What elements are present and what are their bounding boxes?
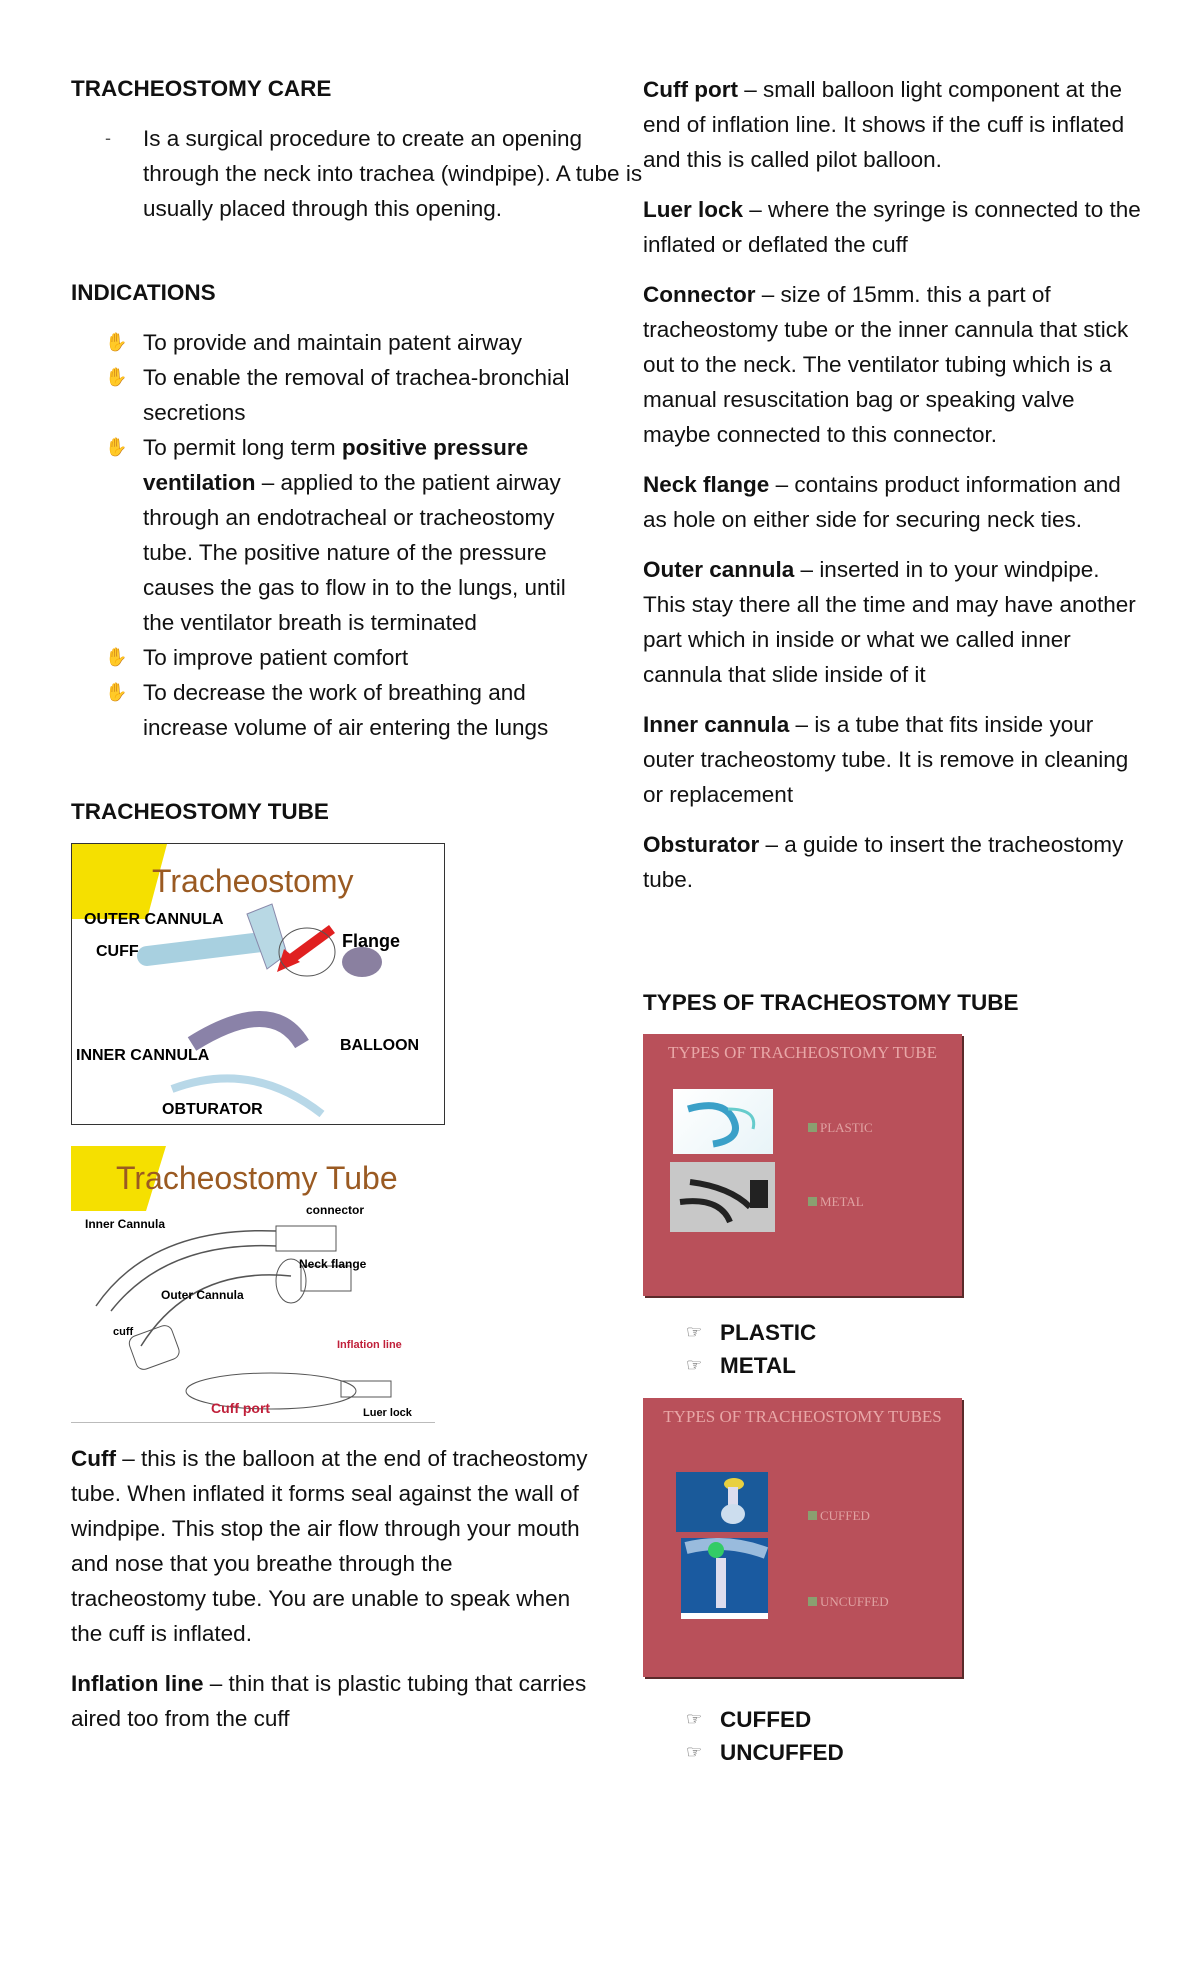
definition-term: Outer cannula [643, 557, 795, 582]
slide1-title: TYPES OF TRACHEOSTOMY TUBE [667, 1043, 938, 1062]
definition-text: – contains product information and as hole on either side for securing neck ties. [643, 472, 1121, 532]
definition-term: Connector [643, 282, 756, 307]
definition-term: Obsturator [643, 832, 760, 857]
definition-paragraph [71, 1666, 591, 1736]
definition-term: Cuff port [643, 77, 738, 102]
figure1-title: Tracheostomy [152, 863, 354, 899]
tracheostomy-parts-diagram [72, 844, 444, 1124]
figure-tracheostomy-tube [71, 1146, 435, 1423]
type-cuffed: ☞ CUFFED [720, 1703, 811, 1736]
definition-term: Cuff [71, 1446, 116, 1471]
slide2-label-cuffed: CUFFED [808, 1508, 870, 1524]
slide2-label-uncuffed: UNCUFFED [808, 1594, 889, 1610]
type-plastic: ☞ PLASTIC [720, 1316, 816, 1349]
indications-list [71, 325, 591, 745]
definitions-right [643, 72, 1143, 912]
pointing-hand-icon: ☞ [686, 1709, 703, 1729]
type-metal: ☞ METAL [720, 1349, 796, 1382]
metal-tube-image [670, 1162, 775, 1232]
pointing-hand-icon: ☞ [686, 1322, 703, 1342]
slide-types-material [643, 1034, 962, 1296]
pointing-hand-icon: ☞ [686, 1742, 703, 1762]
definition-term: Luer lock [643, 197, 744, 222]
definitions-left [71, 1441, 591, 1751]
definition-item [71, 121, 653, 226]
tracheostomy-tube-diagram [71, 1146, 435, 1422]
definition-paragraph [643, 72, 1143, 177]
label-cuff: CUFF [96, 943, 139, 960]
hand-bullet-icon: ✋ [105, 682, 128, 702]
definition-text: – small balloon light component at the end of inflation line. It shows if the cuff is inflated and this is called pilot balloon. [643, 77, 1125, 172]
figure-tracheostomy-parts [71, 843, 445, 1125]
definition-term: Inner cannula [643, 712, 790, 737]
slide-types-cuff [643, 1398, 962, 1677]
indication-item: ✋ To improve patient comfort [71, 640, 591, 675]
definition-text: Is a surgical procedure to create an opening through the neck into trachea (windpipe). A tube is usually placed through this opening. [143, 126, 643, 221]
slide2-title: TYPES OF TRACHEOSTOMY TUBES [663, 1407, 942, 1426]
heading-types: TYPES OF TRACHEOSTOMY TUBE [643, 990, 1019, 1015]
heading-tracheostomy-tube: TRACHEOSTOMY TUBE [71, 799, 329, 824]
definition-text: – thin that is plastic tubing that carries aired too from the cuff [71, 1671, 587, 1731]
label-balloon: BALLOON [340, 1037, 420, 1054]
heading-indications: INDICATIONS [71, 280, 216, 305]
definition-term: Neck flange [643, 472, 770, 497]
hand-bullet-icon: ✋ [105, 437, 128, 457]
label-inner-cannula: Inner Cannula [85, 1217, 166, 1231]
figure2-title: Tracheostomy Tube [116, 1160, 398, 1196]
hand-bullet-icon: ✋ [105, 332, 128, 352]
definition-paragraph [643, 707, 1143, 812]
type-uncuffed: ☞ UNCUFFED [720, 1736, 844, 1769]
definition-paragraph [643, 552, 1143, 692]
indication-item: ✋ To enable the removal of trachea-bronchial secretions [71, 360, 591, 430]
definition-text: – is a tube that fits inside your outer tracheostomy tube. It is remove in cleaning or replacement [643, 712, 1129, 807]
dash-bullet-icon: - [105, 128, 111, 148]
label-inflation-line: Inflation line [337, 1339, 402, 1351]
plastic-tube-image [673, 1089, 773, 1154]
definition-paragraph [71, 1441, 591, 1651]
indication-item: ✋ To decrease the work of breathing and increase volume of air entering the lungs [71, 675, 591, 745]
definition-paragraph [643, 192, 1143, 262]
definition-text: – a guide to insert the tracheostomy tube. [643, 832, 1124, 892]
label-connector: connector [306, 1203, 365, 1217]
definition-paragraph [643, 827, 1143, 897]
label-outer-cannula: OUTER CANNULA [84, 911, 224, 928]
definition-text: – this is the balloon at the end of tracheostomy tube. When inflated it forms seal against the wall of windpipe. This stop the air flow through your mouth and nose that you breathe through the tracheostomy tube. You are unable to speak when the cuff is inflated. [71, 1446, 588, 1646]
definition-paragraph [643, 277, 1143, 452]
label-cuff-port: Cuff port [211, 1400, 271, 1416]
hand-bullet-icon: ✋ [105, 647, 128, 667]
definition-text: – inserted in to your windpipe. This stay there all the time and may have another part which in inside or what we called inner cannula that slide inside of it [643, 557, 1136, 687]
uncuffed-tube-image [681, 1538, 768, 1619]
definition-term: Inflation line [71, 1671, 204, 1696]
definition-paragraph [643, 467, 1143, 537]
slide1-label-metal: METAL [808, 1194, 864, 1210]
indication-item: ✋ To provide and maintain patent airway [71, 325, 591, 360]
definition-text: – size of 15mm. this a part of tracheostomy tube or the inner cannula that stick out to the neck. The ventilator tubing which is a manual resuscitation bag or speaking valve maybe connected to this connector. [643, 282, 1129, 447]
label-neck-flange: Neck flange [299, 1257, 367, 1271]
label-outer-cannula: Outer Cannula [161, 1288, 244, 1302]
cuffed-tube-image [676, 1472, 768, 1532]
heading-tracheostomy-care: TRACHEOSTOMY CARE [71, 76, 332, 101]
label-obturator: OBTURATOR [162, 1101, 263, 1118]
pointing-hand-icon: ☞ [686, 1355, 703, 1375]
label-cuff: cuff [113, 1326, 134, 1338]
indication-item: ✋ To permit long term positive pressure ventilation – applied to the patient airway through an endotracheal or tracheostomy tube. The positive nature of the pressure causes the gas to flow in to the lungs, until the ventilator breath is terminated [71, 430, 591, 640]
label-luer-lock: Luer lock [363, 1407, 412, 1419]
slide1-label-plastic: PLASTIC [808, 1120, 873, 1136]
definition-text: – where the syringe is connected to the inflated or deflated the cuff [643, 197, 1141, 257]
label-flange: Flange [342, 931, 401, 951]
label-inner-cannula: INNER CANNULA [76, 1047, 210, 1064]
hand-bullet-icon: ✋ [105, 367, 128, 387]
